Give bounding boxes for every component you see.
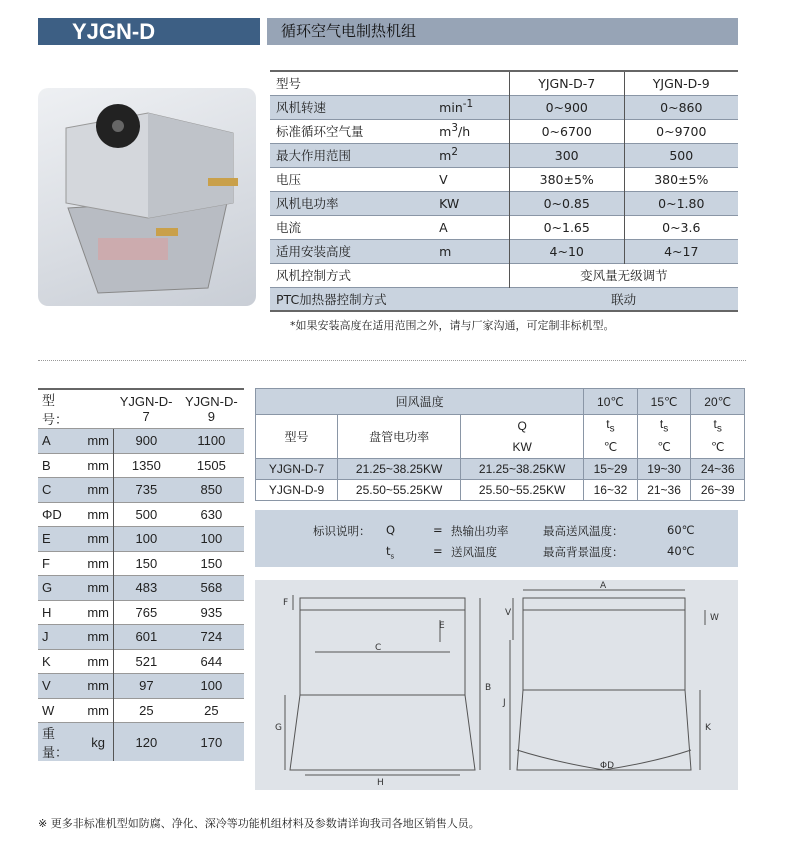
spec-value: 0~9700: [624, 119, 738, 143]
dim-cell: 150: [114, 551, 179, 576]
legend-label: 最高送风温度：: [543, 524, 624, 538]
dim-cell: 1350: [114, 453, 179, 478]
dim-cell: mm: [83, 649, 113, 674]
ts-header: $t_s$: [691, 415, 745, 437]
perf-cell: 19~30: [637, 459, 691, 480]
legend-symbol: Q: [386, 523, 396, 537]
spec-label: 电流: [270, 215, 433, 239]
dimension-label: G: [275, 723, 282, 733]
dim-cell: 1100: [179, 429, 244, 454]
legend-desc: 热输出功率: [451, 524, 509, 538]
dim-cell: 100: [179, 674, 244, 699]
spec-value: 0~1.65: [509, 215, 624, 239]
perf-cell: 25.50~55.25KW: [461, 480, 584, 501]
spec-unit: V: [433, 167, 509, 191]
perf-cell: 16~32: [584, 480, 638, 501]
unit: ℃: [691, 437, 745, 459]
perf-cell: YJGN-D-9: [256, 480, 338, 501]
return-air-header: 回风温度: [256, 389, 584, 415]
dim-cell: 170: [179, 723, 244, 762]
dim-row: [38, 478, 244, 503]
dim-cell: 735: [114, 478, 179, 503]
dim-cell: 25: [114, 698, 179, 723]
spec-unit: m: [433, 239, 509, 263]
legend-label: 最高背景温度：: [543, 545, 624, 559]
spec-unit: $m^2$: [433, 143, 509, 167]
dim-cell: mm: [83, 576, 113, 601]
spec-value: 0~1.80: [624, 191, 738, 215]
install-note: *如果安装高度在适用范围之外，请与厂家沟通，可定制非标机型。: [290, 319, 615, 332]
dim-cell: 25: [179, 698, 244, 723]
dim-row: [38, 527, 244, 552]
dim-cell: 1505: [179, 453, 244, 478]
legend-value: 40℃: [667, 544, 695, 558]
spec-value: 0~860: [624, 95, 738, 119]
dim-cell: 601: [114, 625, 179, 650]
spec-value: 0~3.6: [624, 215, 738, 239]
dim-row: [38, 551, 244, 576]
legend-eq: =: [433, 544, 443, 558]
legend-desc: 送风温度: [451, 545, 497, 559]
dim-cell: ΦD: [38, 502, 83, 527]
spec-label: 适用安装高度: [270, 239, 433, 263]
dim-row: [38, 625, 244, 650]
dim-cell: 935: [179, 600, 244, 625]
dim-row: [38, 429, 244, 454]
dim-cell: H: [38, 600, 83, 625]
dimension-label: V: [505, 608, 512, 618]
spec-value: 4~10: [509, 239, 624, 263]
spec-label: 标准循环空气量: [270, 119, 433, 143]
dimension-label: E: [439, 621, 445, 631]
spec-label: 型号: [270, 71, 433, 95]
dim-cell: mm: [83, 600, 113, 625]
dimension-label: K: [705, 723, 711, 733]
spec-unit: $m^3/h$: [433, 119, 509, 143]
dim-cell: 850: [179, 478, 244, 503]
footer-note: ※ 更多非标准机型如防腐、净化、深冷等功能机组材料及参数请详询我司各地区销售人员。: [38, 817, 480, 830]
spec-label: 风机控制方式: [270, 263, 509, 287]
spec-value: 4~17: [624, 239, 738, 263]
divider: [38, 360, 746, 361]
dim-cell: 重量：: [38, 723, 83, 762]
dim-cell: 150: [179, 551, 244, 576]
spec-unit: $\min^{-1}$: [433, 95, 509, 119]
model-header: 型号: [256, 415, 338, 459]
unit: ℃: [637, 437, 691, 459]
dim-cell: mm: [83, 502, 113, 527]
dim-cell: 97: [114, 674, 179, 699]
spec-label: 电压: [270, 167, 433, 191]
perf-cell: 24~36: [691, 459, 745, 480]
legend-value: 60℃: [667, 523, 695, 537]
dim-cell: F: [38, 551, 83, 576]
dim-row: [38, 649, 244, 674]
dim-cell: J: [38, 625, 83, 650]
dim-row: [38, 576, 244, 601]
dimension-label: J: [503, 698, 506, 708]
temp-header: 15℃: [637, 389, 691, 415]
dim-cell: mm: [83, 478, 113, 503]
q-header: Q: [461, 415, 584, 437]
dim-cell: kg: [83, 723, 113, 762]
spec-value: 300: [509, 143, 624, 167]
dim-cell: W: [38, 698, 83, 723]
dim-header: YJGN-D-7: [114, 389, 179, 429]
dim-cell: mm: [83, 429, 113, 454]
ts-header: $t_s$: [584, 415, 638, 437]
dim-cell: mm: [83, 698, 113, 723]
dim-cell: 568: [179, 576, 244, 601]
perf-cell: 21~36: [637, 480, 691, 501]
dim-cell: 500: [114, 502, 179, 527]
dim-cell: G: [38, 576, 83, 601]
dim-cell: K: [38, 649, 83, 674]
coil-power-header: 盘管电功率: [338, 415, 461, 459]
dim-row: [38, 502, 244, 527]
dim-cell: 765: [114, 600, 179, 625]
spec-unit: A: [433, 215, 509, 239]
dim-cell: mm: [83, 674, 113, 699]
perf-cell: YJGN-D-7: [256, 459, 338, 480]
dimension-diagram: [255, 580, 738, 790]
dimension-label: F: [283, 598, 289, 608]
spec-value: YJGN-D-9: [624, 71, 738, 95]
dimension-label: C: [375, 643, 382, 653]
spec-label: 风机电功率: [270, 191, 433, 215]
spec-unit: KW: [433, 191, 509, 215]
spec-value: 联动: [509, 287, 738, 311]
dim-header: 型号：: [38, 389, 83, 429]
dim-cell: 100: [114, 527, 179, 552]
temp-header: 20℃: [691, 389, 745, 415]
perf-cell: 21.25~38.25KW: [461, 459, 584, 480]
perf-cell: 15~29: [584, 459, 638, 480]
spec-value: 0~6700: [509, 119, 624, 143]
spec-value: 500: [624, 143, 738, 167]
dimension-label: W: [710, 613, 719, 623]
dim-cell: mm: [83, 527, 113, 552]
ts-header: $t_s$: [637, 415, 691, 437]
spec-value: 0~0.85: [509, 191, 624, 215]
temp-header: 10℃: [584, 389, 638, 415]
spec-value: 变风量无级调节: [509, 263, 738, 287]
dimension-label: B: [485, 683, 492, 693]
product-title: 循环空气电制热机组: [267, 18, 738, 45]
performance-table: [255, 388, 745, 501]
perf-cell: 26~39: [691, 480, 745, 501]
legend-box: [255, 510, 738, 567]
dim-cell: 900: [114, 429, 179, 454]
dim-cell: A: [38, 429, 83, 454]
spec-value: YJGN-D-7: [509, 71, 624, 95]
dimension-label: A: [600, 581, 607, 591]
dim-cell: mm: [83, 453, 113, 478]
perf-cell: 21.25~38.25KW: [338, 459, 461, 480]
legend-symbol: $t_s$: [386, 544, 395, 561]
spec-table: [270, 70, 738, 312]
dim-header: YJGN-D-9: [179, 389, 244, 429]
spec-label: 风机转速: [270, 95, 433, 119]
dim-cell: C: [38, 478, 83, 503]
dim-cell: 120: [114, 723, 179, 762]
dim-cell: 483: [114, 576, 179, 601]
dimension-table: [38, 388, 244, 761]
perf-cell: 25.50~55.25KW: [338, 480, 461, 501]
spec-value: 380±5%: [509, 167, 624, 191]
model-header: YJGN-D: [38, 18, 260, 45]
dim-cell: 724: [179, 625, 244, 650]
dim-cell: mm: [83, 551, 113, 576]
spec-label: 最大作用范围: [270, 143, 433, 167]
dim-cell: 630: [179, 502, 244, 527]
dim-row: [38, 600, 244, 625]
dim-cell: 100: [179, 527, 244, 552]
dim-row: [38, 698, 244, 723]
legend-eq: =: [433, 523, 443, 537]
spec-value: 0~900: [509, 95, 624, 119]
dim-cell: mm: [83, 625, 113, 650]
dim-cell: 644: [179, 649, 244, 674]
dim-cell: B: [38, 453, 83, 478]
product-photo: [38, 88, 256, 306]
spec-value: 380±5%: [624, 167, 738, 191]
dim-row: [38, 674, 244, 699]
dim-row: [38, 453, 244, 478]
dim-cell: 521: [114, 649, 179, 674]
dim-cell: E: [38, 527, 83, 552]
dimension-label: ΦD: [600, 761, 615, 771]
spec-label: PTC加热器控制方式: [270, 287, 509, 311]
dim-cell: V: [38, 674, 83, 699]
legend-title: 标识说明：: [313, 524, 371, 538]
dim-row: [38, 723, 244, 762]
unit: ℃: [584, 437, 638, 459]
dimension-label: H: [377, 778, 384, 788]
unit: KW: [461, 437, 584, 459]
